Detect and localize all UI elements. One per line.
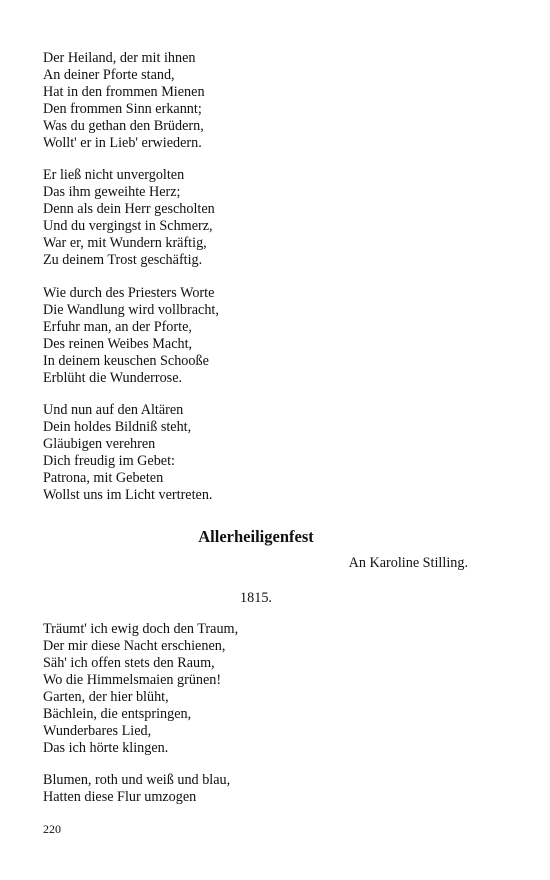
poem-line: Wollst uns im Licht vertreten. [43, 487, 213, 503]
poem-line: Säh' ich offen stets den Raum, [43, 655, 215, 671]
poem-line: Blumen, roth und weiß und blau, [43, 772, 231, 788]
poem-line: Bächlein, die entspringen, [43, 706, 192, 722]
poem-line: Erfuhr man, an der Pforte, [43, 319, 192, 335]
poem-line: Die Wandlung wird vollbracht, [43, 302, 219, 318]
poem-line: In deinem keuschen Schooße [43, 353, 209, 369]
poem-year: 1815. [240, 590, 272, 606]
poem-line: Und nun auf den Altären [43, 402, 184, 418]
poem-line: Das ich hörte klingen. [43, 740, 169, 756]
poem2-stanza-2 [43, 772, 230, 806]
poem-title: Allerheiligenfest [198, 527, 314, 546]
page-number: 220 [43, 822, 61, 836]
poem-line: Hat in den frommen Mienen [43, 84, 205, 100]
poem1-stanza-1 [43, 50, 205, 152]
poem2-stanza-1 [43, 621, 238, 757]
poem-line: Das ihm geweihte Herz; [43, 184, 181, 200]
poem-line: Dich freudig im Gebet: [43, 453, 175, 469]
poem1-stanza-2 [43, 167, 215, 269]
poem-line: Patrona, mit Gebeten [43, 470, 164, 486]
poem-line: Denn als dein Herr gescholten [43, 201, 215, 217]
poem1-stanza-3 [43, 285, 219, 387]
poem-line: Wie durch des Priesters Worte [43, 285, 215, 301]
poem-line: Den frommen Sinn erkannt; [43, 101, 202, 117]
poem-line: Garten, der hier blüht, [43, 689, 169, 705]
poem-line: Träumt' ich ewig doch den Traum, [43, 621, 239, 637]
poem-line: Der Heiland, der mit ihnen [43, 50, 196, 66]
poem-line: Hatten diese Flur umzogen [43, 789, 197, 805]
poem-line: Dein holdes Bildniß steht, [43, 419, 192, 435]
poem-line: Wunderbares Lied, [43, 723, 152, 739]
poem-line: Der mir diese Nacht erschienen, [43, 638, 226, 654]
poem-line: Gläubigen verehren [43, 436, 156, 452]
poem-line: An deiner Pforte stand, [43, 67, 175, 83]
poem-line: Was du gethan den Brüdern, [43, 118, 204, 134]
poem-line: Wo die Himmelsmaien grünen! [43, 672, 222, 688]
poem-line: Und du vergingst in Schmerz, [43, 218, 213, 234]
poem-line: Zu deinem Trost geschäftig. [43, 252, 203, 268]
poem-line: Wollt' er in Lieb' erwiedern. [43, 135, 202, 151]
poem1-stanza-4 [43, 402, 212, 504]
poem-line: Er ließ nicht unvergolten [43, 167, 185, 183]
poem-line: Erblüht die Wunderrose. [43, 370, 183, 386]
poem-line: Des reinen Weibes Macht, [43, 336, 193, 352]
poem-dedication: An Karoline Stilling. [348, 555, 468, 571]
poem-line: War er, mit Wundern kräftig, [43, 235, 207, 251]
